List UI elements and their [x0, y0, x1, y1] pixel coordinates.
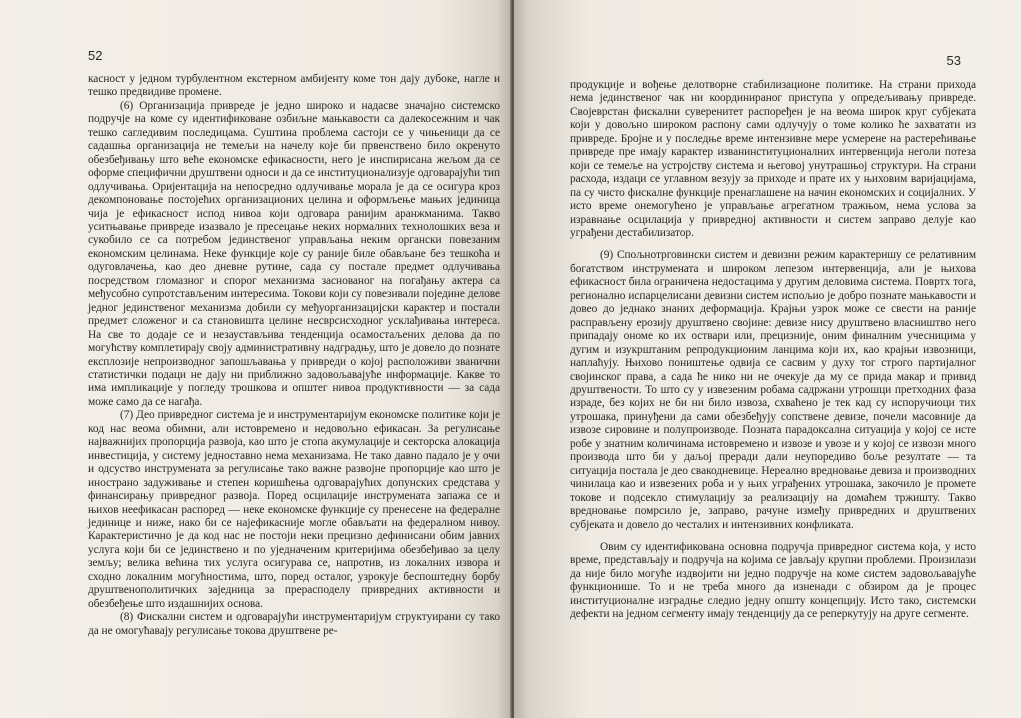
left-page-number: 52	[88, 48, 103, 63]
right-paragraph-1: продукције и вођење делотворне стабилизационе политике. На страни прихода нема јединственог чак ни координираног приступа у опредељивању привреде. Својеврстан фискални суверенитет распоређен је на веома широк круг субјеката који у довољно широком распону сами одлучују о томе колико ће захватати из привреде. Бројне и у последње време интензивне мере усмерене на растерећивање привреде пре имају карактер изванинституционалних интервенција неголи потеза који се темеље на устројству система и његовој унутрашњој структури. На страни расхода, издаци се углавном везују за приходе и прате их у њиховим варијацијама, па су чисто фискалне функције пренаглашене на начин економских и социјалних. У исто време онемогућено је управљање агрегатном тражњом, нема услова за изравнање осцилација у привредној активности и систем заправо делује као уграђени дестабилизатор.	[570, 79, 976, 239]
left-paragraph-3: (7) Део привредног система је и инструментаријум економске политике који је код нас веома обимни, али истовремено и недовољно ефикасан. За регулисање најважнијих пропорција развоја, као што је стопа акумулације и секторска алокација инвестиција, у систему једноставно нема механизама. Не тако давно падало је у очи и одсуство инструмената за регулисање тако важне развојне пропорције као што је иностранo задуживање и степен коришћења одговарајућих допунских средстава у финансирању привредног развоја. Поред осцилације инструмената запажа се и њихов неефикасан распоред — неке економске функције су пренесене на федералне јединице и ниже, иако би се најефикасније могле обављати на федералном нивоу. Карактеристично је да код нас не постоји неки прецизно дефинисани обим јавних услуга који би се јединствено и по уједначеним критеријима обезбеђивао за целу земљу; велика већина тих услуга осигурава се, напротив, из локалних извора и сходно локалним могућностима, што, поред осталог, узрокује беспоштедну борбу друштвенополитичких заједница за прерасподелу привредних активности и обезбеђење што издашнијих основа.	[88, 409, 500, 610]
right-page	[514, 0, 1021, 718]
right-paragraph-2: (9) Спољнотрговински систем и девизни режим карактеришу се релативним богатством инструмената и широком лепезом интервенција, али је њихова ефикасност била ограничена недостацима у другим деловима система. Повртх тога, регионално испарцелисани девизни систем испољио је добро познате мањкавости и довео до једнако знаних деформација. Крајњи узрок може се свести на раније распрaвљену ерозију друштвено својине: девизе нису друштвено власништво него припадају ономе ко их оствари или, прецизније, оним финалним учесницима у дугим и изукрштаним репродукционим ланцима који их, као крајњи извозници, наплаћују. Њихово поништење одвија се сасвим у духу тог строго партијалног својинског права, а сада ће нико ни не очекује да му се прида макар и привид друштвености. То што су у извезеним робама садржани утрошци претходних фаза израде, без којих не би ни било извоза, схваћено је тек кад су испоручиоци тих утрошака, принуђени да сами обезбеђују сопствене девизе, почели масовније да извозе сировине и полупроизводе. Позната парадоксална ситуација у којој се исте робе у знатним количинама истовремено и извозе и увозе и у којој се извози много производа што би у даљој преради дали неупоредиво боље резултате — та ситуација постала је део свакодневице. Нереално вредновање девиза и производних чинилаца као и извезених роба и у њих уграђених утрошака, закочило је промете токове и подсекло стимулацију за реализацију на домаћем тржишту. Такво вредновање помрсило је, заправо, рачуне између привредних и друштвених субјеката и довело до честалих и интензивних конфликата.	[570, 249, 976, 531]
right-paragraph-3: Овим су идентификована основна подручја привредног система која, у исто време, представљају и подручја на којима се јављају крупни проблеми. Произилази да није било могуће издвојити ни једно подручје на коме систем задовољавајуће функционише. То и не треба много да изненади с обзиром да је процес институционалне изградње следио једну општу концепцију. Исто тако, системски дефекти на једном сегменту имају тенденцију да се реперкутују на друге сегменте.	[570, 540, 976, 621]
right-page-number: 53	[946, 53, 961, 68]
left-page-text	[88, 73, 500, 638]
left-paragraph-4: (8) Фискални систем и одговарајући инструментаријум структуирани су тако да не омогућавају регулисање токова друштвене ре-	[88, 611, 500, 637]
left-paragraph-1: касност у једном турбулентном екстерном амбијенту коме тон дају дубоке, нагле и тешко предвидиве промене.	[88, 73, 500, 99]
left-paragraph-2: (6) Организација привреде је једно широко и надасве значајно системско подручје на коме су идентификоване озбиљне мањкавости са далекосежним и чак тешко сагледивим последицама. Суштина проблема састоји се у чињеници да се садашња организација не темељи на начелу које би првенствено било окренуто обезбеђивању што веће економске ефикасности, него је инспирисана жељом да се оформе специфични друштвени односи и да се институционализује одговарајући тип одлучивања. Оријентација на непосредно одлучивање морала је да се осигура кроз декомпоновање постојећих организационих целина и оформљење мањих јединица чија је ефикасност испод нивоа који одговара ранијим аранжманима. Такво уситњавање привреде изазвало је пресецање неких нормалних технолошких веза и сукобило се са потребом јединственог управљања неким органски повезаним економским целинама. Неке функције које су раније биле обављане без тешкоћа и одуговлачења, као део дневне рутине, сада су постале предмет одлучивања посредством гломазног и спорог механизма заснованог на погађању актера са међусобно супротстављеним интересима. Токови који су повезивали поједине делове једног јединственог механизма добили су међуорганизацијски карактер и постали предмет сложеног и са становишта целине несврсисходног усклађивања интереса. На све то додаје се и незаустављива тенденција осамостаљених делова да по могућству комплетирају своју административну надградњу, што је довело до познате експлозије непроизводног запошљавања у привреди о којој расположиви званични статистички подаци не дају ни приближно задовољавајуће информације. Какве то има импликације у погледу трошкова и општег нивоа продуктивности — за сада може само да се нагађа.	[88, 99, 500, 408]
right-page-text	[570, 79, 976, 622]
